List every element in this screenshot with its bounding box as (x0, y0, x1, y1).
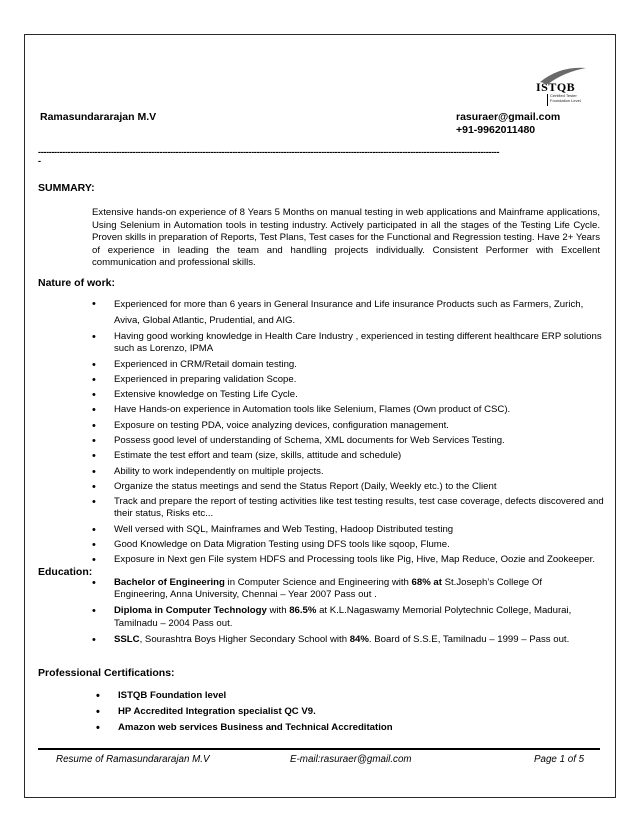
list-item: • Having good working knowledge in Health Care Industry , experienced in testing different healthcare ERP solutions such as Lorenzo, IPMA (92, 331, 604, 355)
list-item: • Experienced for more than 6 years in General Insurance and Life insurance Products such as Farmers, Zurich, Aviva, Global Atlantic, Prudential, and AIG. (92, 297, 604, 328)
footer-email[interactable]: E-mail:rasuraer@gmail.com (290, 754, 412, 765)
certifications-list (96, 690, 516, 739)
nature-heading: Nature of work: (38, 277, 116, 289)
footer-page-number: Page 1 of 5 (534, 754, 585, 765)
contact-phone: +91-9962011480 (456, 124, 536, 136)
degree-score: 86.5% (289, 605, 317, 617)
list-item: • ISTQB Foundation level (96, 690, 516, 702)
degree-institution: St.Joseph’s College Of Engineering, Anna University, Chennai – Year 2007 Pass out . (114, 577, 543, 601)
list-item (92, 577, 592, 601)
education-list (92, 577, 592, 650)
list-item: • Ability to work independently on multiple projects. (92, 466, 604, 478)
footer-rule (38, 748, 600, 750)
contact-email[interactable]: rasuraer@gmail.com (456, 111, 561, 123)
degree-text: with (266, 605, 290, 617)
degree-institution: . Board of S.S.E, Tamilnadu – 1999 – Pass out. (368, 633, 570, 645)
list-item: • Well versed with SQL, Mainframes and Web Testing, Hadoop Distributed testing (92, 524, 604, 536)
education-heading: Education: (38, 566, 93, 578)
degree-score: 68% at (411, 577, 442, 588)
degree-title: Diploma in Computer Technology (114, 605, 267, 617)
summary-text: Extensive hands-on experience of 8 Years 5 Months on manual testing in web applications and Mainframe applications, Using Selenium in Automation tools in testing industry. Actively participated in all the stages of the Testing Life Cycle. Proven skills in preparation of Reports, Test Plans, Test cases for the Functional and Regression testing. Have 2+ Years of experience in leading the team and handling projects individually. Consistent Performer with Excellent communication and professional skills. (92, 207, 600, 269)
separator-dash-tail: - (38, 156, 41, 166)
degree-text: in Computer Science and Engineering with (224, 577, 412, 588)
degree-text: , Sourashtra Boys Higher Secondary School with (139, 633, 350, 645)
footer-left: Resume of Ramasundararajan M.V (56, 754, 210, 765)
list-item: • Organize the status meetings and send the Status Report (Daily, Weekly etc.) to the Client (92, 481, 604, 493)
logo-divider (547, 94, 548, 106)
list-item: • Exposure in Next gen File system HDFS and Processing tools like Pig, Hive, Map Reduce, Oozie and Zookeeper. (92, 554, 604, 566)
list-item: • Possess good level of understanding of Schema, XML documents for Web Services Testing. (92, 435, 604, 447)
certifications-heading: Professional Certifications: (38, 667, 175, 679)
list-item: • HP Accredited Integration specialist QC V9. (96, 706, 516, 718)
list-item: • Exposure on testing PDA, voice analyzing devices, configuration management. (92, 420, 604, 432)
list-item: • Amazon web services Business and Technical Accreditation (96, 722, 516, 734)
istqb-logo (530, 64, 588, 108)
candidate-name: Ramasundararajan M.V (40, 111, 157, 123)
list-item: • Experienced in preparing validation Scope. (92, 374, 604, 386)
degree-title: Bachelor of Engineering (114, 577, 225, 588)
summary-heading: SUMMARY: (38, 182, 95, 194)
list-item (92, 634, 592, 646)
list-item (92, 605, 592, 629)
list-item: • Good Knowledge on Data Migration Testing using DFS tools like sqoop, Flume. (92, 539, 604, 551)
logo-sub-line2: Foundation Level (550, 97, 581, 103)
list-item: • Have Hands-on experience in Automation tools like Selenium, Flames (Own product of CSC). (92, 404, 604, 416)
list-item: • Estimate the test effort and team (size, skills, attitude and schedule) (92, 450, 604, 462)
nature-list (92, 297, 604, 570)
list-item: • Experienced in CRM/Retail domain testing. (92, 359, 604, 371)
logo-subtitle (550, 94, 581, 103)
list-item: • Extensive knowledge on Testing Life Cycle. (92, 389, 604, 401)
list-item: • Track and prepare the report of testing activities like test testing results, test case coverage, defects discovered and their status, Risks etc... (92, 496, 604, 520)
logo-sub-line1: Certified Tester (550, 93, 577, 98)
degree-institution: at K.L.Nagaswamy Memorial Polytechnic College, Madurai, Tamilnadu – 2004 Pass out. (114, 605, 572, 629)
separator-dashes: --------------------------------------------------------------------------------------------------------------------------------------------------------------------------- (38, 147, 500, 157)
degree-title: SSLC (114, 633, 140, 645)
logo-brand: ISTQB (536, 80, 576, 94)
degree-score: 84% (349, 633, 369, 645)
